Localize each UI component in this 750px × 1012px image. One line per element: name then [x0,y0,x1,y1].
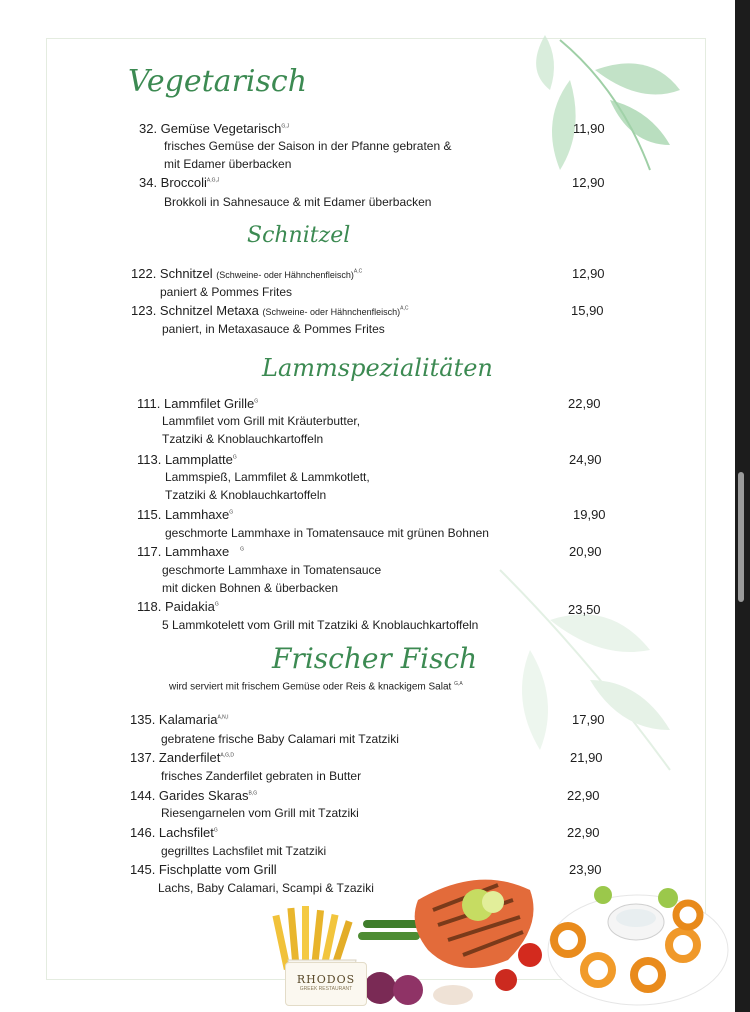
item-desc: paniert & Pommes Frites [160,285,293,299]
item-title: 111. Lammfilet Grille$^G$ [137,396,259,411]
leaf-decoration [500,30,700,180]
item-desc: gebratene frische Baby Calamari mit Tzatziki [161,732,399,746]
item-price: 22,90 [567,788,600,803]
item-title: 146. Lachsfilet$^G$ [130,825,218,840]
item-price: 22,90 [567,825,600,840]
fisch-section-note: wird serviert mit frischem Gemüse oder Reis & knackigem Salat $^{G,A}$ [169,681,463,693]
item-price: 17,90 [572,712,605,727]
item-price: 15,90 [571,303,604,318]
item-title: 115. Lammhaxe$^G$ [137,507,234,522]
item-title: 118. Paidakia$^G$ [137,599,219,614]
logo-tagline: GREEK RESTAURANT [299,986,353,992]
item-desc: mit Edamer überbacken [164,157,292,171]
section-heading-schnitzel: Schnitzel [247,223,351,248]
item-desc: Riesengarnelen vom Grill mit Tzatziki [161,806,359,820]
item-desc: Lammfilet vom Grill mit Kräuterbutter, [162,414,361,428]
section-heading-vegetarisch: Vegetarisch [128,64,308,99]
item-price: 23,50 [568,602,601,617]
item-desc: mit dicken Bohnen & überbacken [162,581,339,595]
scrollbar[interactable] [738,472,744,602]
item-price: 21,90 [570,750,603,765]
item-title: 137. Zanderfilet$^{A,G,D}$ [130,750,234,765]
item-title: 144. Garides Skaras$^{B,G}$ [130,788,258,803]
item-desc: 5 Lammkotelett vom Grill mit Tzatziki & Knoblauchkartoffeln [162,618,479,632]
item-price: 12,90 [572,175,605,190]
item-desc: Lammspieß, Lammfilet & Lammkotlett, [165,470,370,484]
item-desc: frisches Gemüse der Saison in der Pfanne gebraten & [164,139,452,153]
restaurant-logo [285,962,367,1006]
item-title: 122. Schnitzel (Schweine- oder Hähnchenfleisch)$^{A,C}$ [131,266,363,281]
item-price: 23,90 [569,862,602,877]
item-price: 22,90 [568,396,601,411]
item-desc: Lachs, Baby Calamari, Scampi & Tzaziki [158,881,374,895]
section-heading-lammspezialitaeten: Lammspezialitäten [262,354,493,382]
item-title: 32. Gemüse Vegetarisch$^{G,J}$ [139,121,290,136]
item-desc: gegrilltes Lachsfilet mit Tzatziki [161,844,327,858]
item-price: 19,90 [573,507,606,522]
item-desc: Tzatziki & Knoblauchkartoffeln [162,432,324,446]
item-title: 113. Lammplatte$^G$ [137,452,237,467]
item-desc: paniert, in Metaxasauce & Pommes Frites [162,322,385,336]
item-price: 24,90 [569,452,602,467]
section-heading-frischer-fisch: Frischer Fisch [272,642,478,675]
item-price: 20,90 [569,544,602,559]
item-desc: Tzatziki & Knoblauchkartoffeln [165,488,327,502]
item-desc: Brokkoli in Sahnesauce & mit Edamer überbacken [164,195,432,209]
item-title: 135. Kalamaria$^{A,N,I}$ [130,712,229,727]
item-title: 123. Schnitzel Metaxa (Schweine- oder Hähnchenfleisch)$^{A,C}$ [131,303,409,318]
leaf-watermark [470,560,700,780]
item-price: 12,90 [572,266,605,281]
item-desc: geschmorte Lammhaxe in Tomatensauce [162,563,382,577]
item-desc: frisches Zanderfilet gebraten in Butter [161,769,362,783]
logo-name: RHODOS [296,973,356,986]
item-desc: geschmorte Lammhaxe in Tomatensauce mit grünen Bohnen [165,526,489,540]
item-price: 11,90 [573,121,605,136]
item-title: 145. Fischplatte vom Grill [130,862,277,877]
item-title: 117. Lammhaxe $^G$ [137,544,244,559]
item-title: 34. Broccoli$^{A,G,J}$ [139,175,220,190]
